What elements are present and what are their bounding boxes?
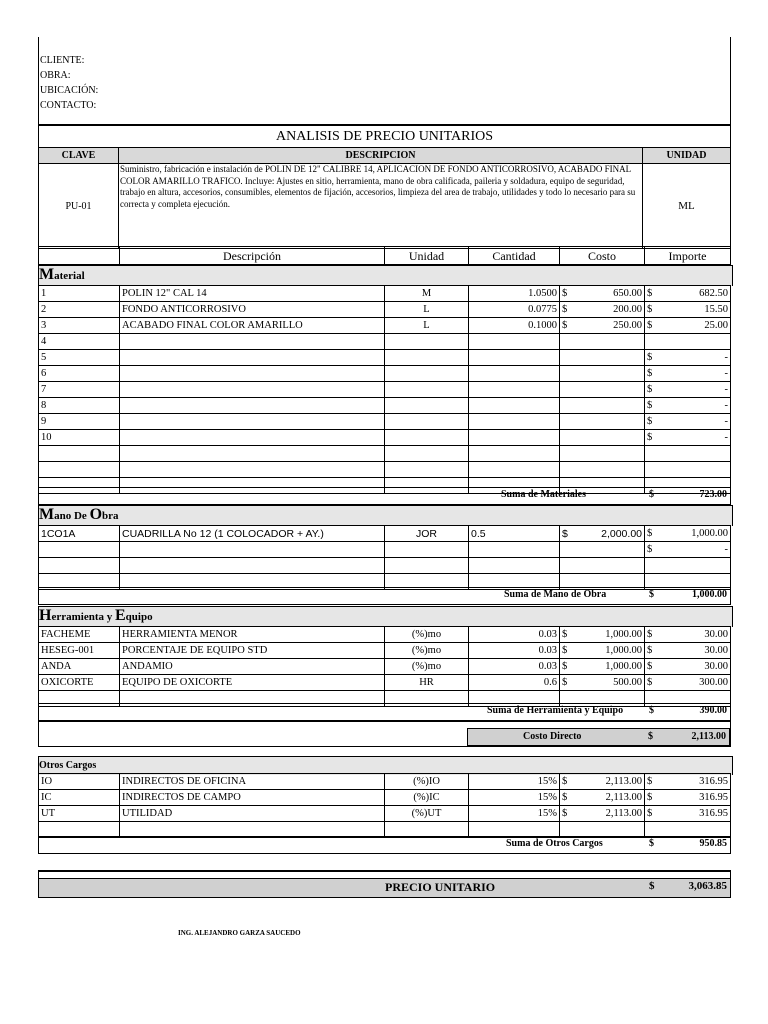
currency-sign: $ bbox=[562, 644, 568, 656]
cell-desc bbox=[120, 558, 385, 574]
header-block bbox=[38, 124, 731, 249]
cell-clave: 3 bbox=[39, 318, 120, 334]
cell-desc bbox=[120, 350, 385, 366]
amount: 1,000.00 bbox=[605, 644, 642, 656]
cell-importe bbox=[645, 659, 731, 675]
descripcion-value: Suministro, fabricación e instalación de POLIN DE 12" CALIBRE 14, APLICACION DE FONDO ANTICORROSIVO, ACABADO FINAL COLOR AMARILLO TRAFICO. Incluye: Ajustes en sitio, herramienta, mano de obra calificada, paileria y soldadura, equipo de seguridad, trabajo en altura, accesorios, consumibles, elementos de fijación, accesorios, limpieza del area de trabajo, utilidades y todo lo necesario para su correcta y completa ejecución. bbox=[119, 164, 643, 248]
ubicacion-label: UBICACIÓN: bbox=[40, 85, 99, 96]
cell-importe bbox=[645, 643, 731, 659]
cell-clave: 5 bbox=[39, 350, 120, 366]
cell-costo bbox=[560, 334, 645, 350]
labor-sum-value: 1,000.00 bbox=[692, 589, 727, 600]
cell-cantidad: 1.0500 bbox=[469, 286, 560, 302]
direct-cost-box: Costo Directo $ 2,113.00 bbox=[467, 728, 730, 746]
cell-unidad: M bbox=[385, 286, 469, 302]
cell-costo bbox=[560, 675, 645, 691]
material-sum: Suma de Materiales $ 723.00 bbox=[38, 487, 731, 505]
other-sum: Suma de Otros Cargos $ 950.85 bbox=[38, 836, 731, 854]
cell-importe bbox=[645, 542, 731, 558]
labor-sum: Suma de Mano de Obra $ 1,000.00 bbox=[38, 587, 731, 605]
amount: 650.00 bbox=[613, 287, 642, 299]
cell-unidad bbox=[385, 430, 469, 446]
currency-sign: $ bbox=[647, 367, 653, 379]
cell-desc bbox=[120, 334, 385, 350]
cell-unidad: (%)IO bbox=[385, 774, 469, 790]
amount: - bbox=[724, 415, 728, 427]
equipment-header: Herramienta y Equipo bbox=[38, 606, 733, 627]
cell-desc bbox=[120, 414, 385, 430]
amount: 250.00 bbox=[613, 319, 642, 331]
unit-price-row: PRECIO UNITARIO $ 3,063.85 bbox=[38, 870, 731, 898]
cell-clave: 10 bbox=[39, 430, 120, 446]
cell-costo bbox=[560, 366, 645, 382]
cell-cantidad bbox=[469, 462, 560, 478]
other-table bbox=[38, 773, 731, 838]
cell-importe bbox=[645, 334, 731, 350]
currency-sign: $ bbox=[647, 791, 653, 803]
cell-cantidad bbox=[469, 366, 560, 382]
table-row bbox=[39, 542, 731, 558]
cell-costo bbox=[560, 643, 645, 659]
cell-unidad: (%)IC bbox=[385, 790, 469, 806]
table-row bbox=[39, 462, 731, 478]
cell-cantidad: 0.1000 bbox=[469, 318, 560, 334]
cell-cantidad bbox=[469, 430, 560, 446]
amount: 316.95 bbox=[699, 775, 728, 787]
cell-importe bbox=[645, 558, 731, 574]
currency-sign: $ bbox=[647, 628, 653, 640]
cell-clave: OXICORTE bbox=[39, 675, 120, 691]
cell-importe bbox=[645, 286, 731, 302]
signature: ING. ALEJANDRO GARZA SAUCEDO bbox=[178, 929, 301, 937]
cell-desc: PORCENTAJE DE EQUIPO STD bbox=[120, 643, 385, 659]
cell-clave bbox=[39, 542, 120, 558]
cell-desc: ANDAMIO bbox=[120, 659, 385, 675]
currency-sign: $ bbox=[647, 644, 653, 656]
cell-clave: 8 bbox=[39, 398, 120, 414]
amount: 2,113.00 bbox=[605, 807, 642, 819]
cell-unidad: (%)mo bbox=[385, 627, 469, 643]
equipment-sum-value: 390.00 bbox=[699, 705, 727, 716]
cell-unidad bbox=[385, 350, 469, 366]
amount: 1,000.00 bbox=[691, 527, 728, 539]
table-row bbox=[39, 627, 731, 643]
cell-cantidad: 15% bbox=[469, 774, 560, 790]
currency-sign: $ bbox=[647, 775, 653, 787]
cell-clave bbox=[39, 558, 120, 574]
material-sum-value: 723.00 bbox=[699, 489, 727, 500]
cell-desc: HERRAMIENTA MENOR bbox=[120, 627, 385, 643]
cell-costo bbox=[560, 806, 645, 822]
table-row bbox=[39, 318, 731, 334]
cell-clave: HESEG-001 bbox=[39, 643, 120, 659]
cell-costo bbox=[560, 382, 645, 398]
amount: 500.00 bbox=[613, 676, 642, 688]
amount: 2,113.00 bbox=[605, 791, 642, 803]
amount: - bbox=[724, 383, 728, 395]
table-row bbox=[39, 350, 731, 366]
cell-costo bbox=[560, 627, 645, 643]
cell-unidad bbox=[385, 558, 469, 574]
other-header: Otros Cargos bbox=[38, 756, 733, 775]
currency-sign: $ bbox=[562, 791, 568, 803]
cell-importe bbox=[645, 430, 731, 446]
cell-cantidad: 0.6 bbox=[469, 675, 560, 691]
cell-desc: INDIRECTOS DE OFICINA bbox=[120, 774, 385, 790]
table-row bbox=[39, 526, 731, 542]
cell-importe bbox=[645, 790, 731, 806]
labor-table bbox=[38, 525, 731, 590]
cell-cantidad bbox=[469, 398, 560, 414]
colhdr-cantidad: Cantidad bbox=[469, 247, 560, 265]
cell-clave: ANDA bbox=[39, 659, 120, 675]
direct-cost-row bbox=[38, 720, 731, 747]
cell-cantidad bbox=[469, 558, 560, 574]
currency-sign: $ bbox=[562, 676, 568, 688]
cell-unidad: L bbox=[385, 302, 469, 318]
currency-sign: $ bbox=[647, 431, 653, 443]
cell-cantidad: 0.5 bbox=[469, 526, 560, 542]
labor-header: Mano De Obra bbox=[38, 505, 733, 526]
cell-importe bbox=[645, 382, 731, 398]
cell-clave: 1CO1A bbox=[39, 526, 120, 542]
cell-clave: FACHEME bbox=[39, 627, 120, 643]
amount: 300.00 bbox=[699, 676, 728, 688]
currency-sign: $ bbox=[647, 543, 653, 555]
frame-right-top bbox=[730, 37, 731, 125]
cell-unidad bbox=[385, 446, 469, 462]
cell-cantidad: 0.03 bbox=[469, 659, 560, 675]
cell-importe bbox=[645, 627, 731, 643]
currency-sign: $ bbox=[647, 415, 653, 427]
cell-desc bbox=[120, 382, 385, 398]
table-row bbox=[39, 446, 731, 462]
amount: 2,000.00 bbox=[601, 527, 642, 540]
currency-sign: $ bbox=[647, 399, 653, 411]
amount: - bbox=[724, 367, 728, 379]
table-row bbox=[39, 414, 731, 430]
cell-clave: UT bbox=[39, 806, 120, 822]
cell-desc: INDIRECTOS DE CAMPO bbox=[120, 790, 385, 806]
table-row bbox=[39, 675, 731, 691]
material-table bbox=[38, 285, 731, 494]
cell-unidad: HR bbox=[385, 675, 469, 691]
obra-label: OBRA: bbox=[40, 70, 71, 81]
cell-cantidad bbox=[469, 382, 560, 398]
cell-desc bbox=[120, 446, 385, 462]
cell-cantidad: 0.03 bbox=[469, 643, 560, 659]
cell-cantidad: 15% bbox=[469, 790, 560, 806]
cell-importe bbox=[645, 366, 731, 382]
amount: 200.00 bbox=[613, 303, 642, 315]
cliente-label: CLIENTE: bbox=[40, 55, 85, 66]
header-columns bbox=[39, 147, 730, 164]
cell-unidad bbox=[385, 382, 469, 398]
colhdr-importe: Importe bbox=[645, 247, 731, 265]
cell-unidad bbox=[385, 462, 469, 478]
other-sum-value: 950.85 bbox=[699, 838, 727, 849]
unit-price-label: PRECIO UNITARIO bbox=[385, 880, 496, 894]
cell-clave: 7 bbox=[39, 382, 120, 398]
currency-sign: $ bbox=[562, 527, 568, 540]
cell-importe bbox=[645, 675, 731, 691]
currency-sign: $ bbox=[647, 660, 653, 672]
cell-costo bbox=[560, 462, 645, 478]
table-row bbox=[39, 382, 731, 398]
amount: - bbox=[724, 543, 728, 555]
equipment-table bbox=[38, 626, 731, 707]
cell-desc: ACABADO FINAL COLOR AMARILLO bbox=[120, 318, 385, 334]
amount: - bbox=[724, 351, 728, 363]
cell-cantidad: 0.03 bbox=[469, 627, 560, 643]
currency-sign: $ bbox=[647, 351, 653, 363]
unidad-value: ML bbox=[678, 200, 695, 212]
material-header: Material bbox=[38, 265, 733, 286]
equipment-sum: Suma de Herramienta y Equipo $ 390.00 bbox=[38, 703, 731, 721]
cell-clave: 2 bbox=[39, 302, 120, 318]
cell-cantidad bbox=[469, 350, 560, 366]
amount: 30.00 bbox=[704, 628, 728, 640]
direct-cost-value: 2,113.00 bbox=[691, 731, 726, 742]
currency-sign: $ bbox=[647, 807, 653, 819]
cell-unidad: JOR bbox=[385, 526, 469, 542]
cell-costo bbox=[560, 790, 645, 806]
table-row bbox=[39, 659, 731, 675]
cell-importe bbox=[645, 774, 731, 790]
currency-sign: $ bbox=[647, 383, 653, 395]
colhdr-descripcion: Descripción bbox=[120, 247, 385, 265]
currency-sign: $ bbox=[562, 807, 568, 819]
cell-cantidad bbox=[469, 446, 560, 462]
currency-sign: $ bbox=[647, 287, 653, 299]
cell-cantidad: 0.0775 bbox=[469, 302, 560, 318]
currency-sign: $ bbox=[562, 628, 568, 640]
cell-costo bbox=[560, 558, 645, 574]
cell-unidad bbox=[385, 414, 469, 430]
cell-unidad bbox=[385, 334, 469, 350]
currency-sign: $ bbox=[647, 676, 653, 688]
frame-left-top bbox=[38, 37, 39, 125]
table-row bbox=[39, 558, 731, 574]
cell-costo bbox=[560, 446, 645, 462]
currency-sign: $ bbox=[562, 775, 568, 787]
clave-value: PU-01 bbox=[39, 164, 119, 248]
cell-costo bbox=[560, 526, 645, 542]
cell-desc bbox=[120, 366, 385, 382]
cell-unidad: (%)mo bbox=[385, 659, 469, 675]
table-row bbox=[39, 286, 731, 302]
cell-importe bbox=[645, 398, 731, 414]
amount: - bbox=[724, 431, 728, 443]
cell-costo bbox=[560, 414, 645, 430]
cell-desc: UTILIDAD bbox=[120, 806, 385, 822]
amount: 316.95 bbox=[699, 807, 728, 819]
unit-price-value: 3,063.85 bbox=[688, 880, 727, 892]
cell-costo bbox=[560, 774, 645, 790]
table-row bbox=[39, 790, 731, 806]
cell-unidad: (%)mo bbox=[385, 643, 469, 659]
amount: 30.00 bbox=[704, 644, 728, 656]
cell-unidad: L bbox=[385, 318, 469, 334]
page-title: ANALISIS DE PRECIO UNITARIOS bbox=[275, 129, 494, 144]
amount: 2,113.00 bbox=[605, 775, 642, 787]
cell-importe bbox=[645, 462, 731, 478]
cell-desc bbox=[120, 398, 385, 414]
contacto-label: CONTACTO: bbox=[40, 100, 97, 111]
cell-unidad bbox=[385, 366, 469, 382]
currency-sign: $ bbox=[562, 319, 568, 331]
cell-costo bbox=[560, 286, 645, 302]
cell-costo bbox=[560, 302, 645, 318]
amount: 1,000.00 bbox=[605, 628, 642, 640]
amount: - bbox=[724, 399, 728, 411]
cell-desc: FONDO ANTICORROSIVO bbox=[120, 302, 385, 318]
colhdr-costo: Costo bbox=[560, 247, 645, 265]
cell-desc bbox=[120, 430, 385, 446]
cell-desc bbox=[120, 542, 385, 558]
cell-clave: 4 bbox=[39, 334, 120, 350]
cell-costo bbox=[560, 430, 645, 446]
amount: 1,000.00 bbox=[605, 660, 642, 672]
table-row bbox=[39, 398, 731, 414]
colhdr-unidad: Unidad bbox=[385, 247, 469, 265]
currency-sign: $ bbox=[647, 527, 653, 539]
cell-unidad: (%)UT bbox=[385, 806, 469, 822]
cell-cantidad bbox=[469, 414, 560, 430]
columns-header bbox=[38, 246, 731, 265]
table-row bbox=[39, 643, 731, 659]
cell-costo bbox=[560, 398, 645, 414]
cell-desc: EQUIPO DE OXICORTE bbox=[120, 675, 385, 691]
cell-importe bbox=[645, 350, 731, 366]
cell-costo bbox=[560, 318, 645, 334]
amount: 682.50 bbox=[699, 287, 728, 299]
currency-sign: $ bbox=[647, 319, 653, 331]
currency-sign: $ bbox=[647, 303, 653, 315]
table-row bbox=[39, 334, 731, 350]
cell-clave: IO bbox=[39, 774, 120, 790]
table-row bbox=[39, 302, 731, 318]
cell-importe bbox=[645, 526, 731, 542]
cell-importe bbox=[645, 302, 731, 318]
cell-importe bbox=[645, 414, 731, 430]
cell-desc: CUADRILLA No 12 (1 COLOCADOR + AY.) bbox=[120, 526, 385, 542]
header-row bbox=[39, 164, 730, 248]
cell-costo bbox=[560, 659, 645, 675]
cell-importe bbox=[645, 446, 731, 462]
cell-clave bbox=[39, 446, 120, 462]
cell-importe bbox=[645, 806, 731, 822]
cell-costo bbox=[560, 542, 645, 558]
cell-cantidad bbox=[469, 334, 560, 350]
cell-importe bbox=[645, 318, 731, 334]
currency-sign: $ bbox=[562, 287, 568, 299]
cell-costo bbox=[560, 350, 645, 366]
col-descripcion: DESCRIPCION bbox=[119, 148, 643, 163]
currency-sign: $ bbox=[562, 303, 568, 315]
table-row bbox=[39, 430, 731, 446]
cell-clave: IC bbox=[39, 790, 120, 806]
cell-unidad bbox=[385, 398, 469, 414]
table-row bbox=[39, 806, 731, 822]
amount: 316.95 bbox=[699, 791, 728, 803]
cell-unidad bbox=[385, 542, 469, 558]
cell-clave: 6 bbox=[39, 366, 120, 382]
cell-clave bbox=[39, 462, 120, 478]
col-clave: CLAVE bbox=[39, 148, 119, 163]
cell-desc bbox=[120, 462, 385, 478]
currency-sign: $ bbox=[562, 660, 568, 672]
cell-cantidad bbox=[469, 542, 560, 558]
cell-clave: 9 bbox=[39, 414, 120, 430]
amount: 15.50 bbox=[704, 303, 728, 315]
amount: 30.00 bbox=[704, 660, 728, 672]
table-row bbox=[39, 774, 731, 790]
table-row bbox=[39, 366, 731, 382]
cell-cantidad: 15% bbox=[469, 806, 560, 822]
cell-desc: POLIN 12" CAL 14 bbox=[120, 286, 385, 302]
amount: 25.00 bbox=[704, 319, 728, 331]
col-unidad: UNIDAD bbox=[666, 150, 707, 161]
cell-clave: 1 bbox=[39, 286, 120, 302]
